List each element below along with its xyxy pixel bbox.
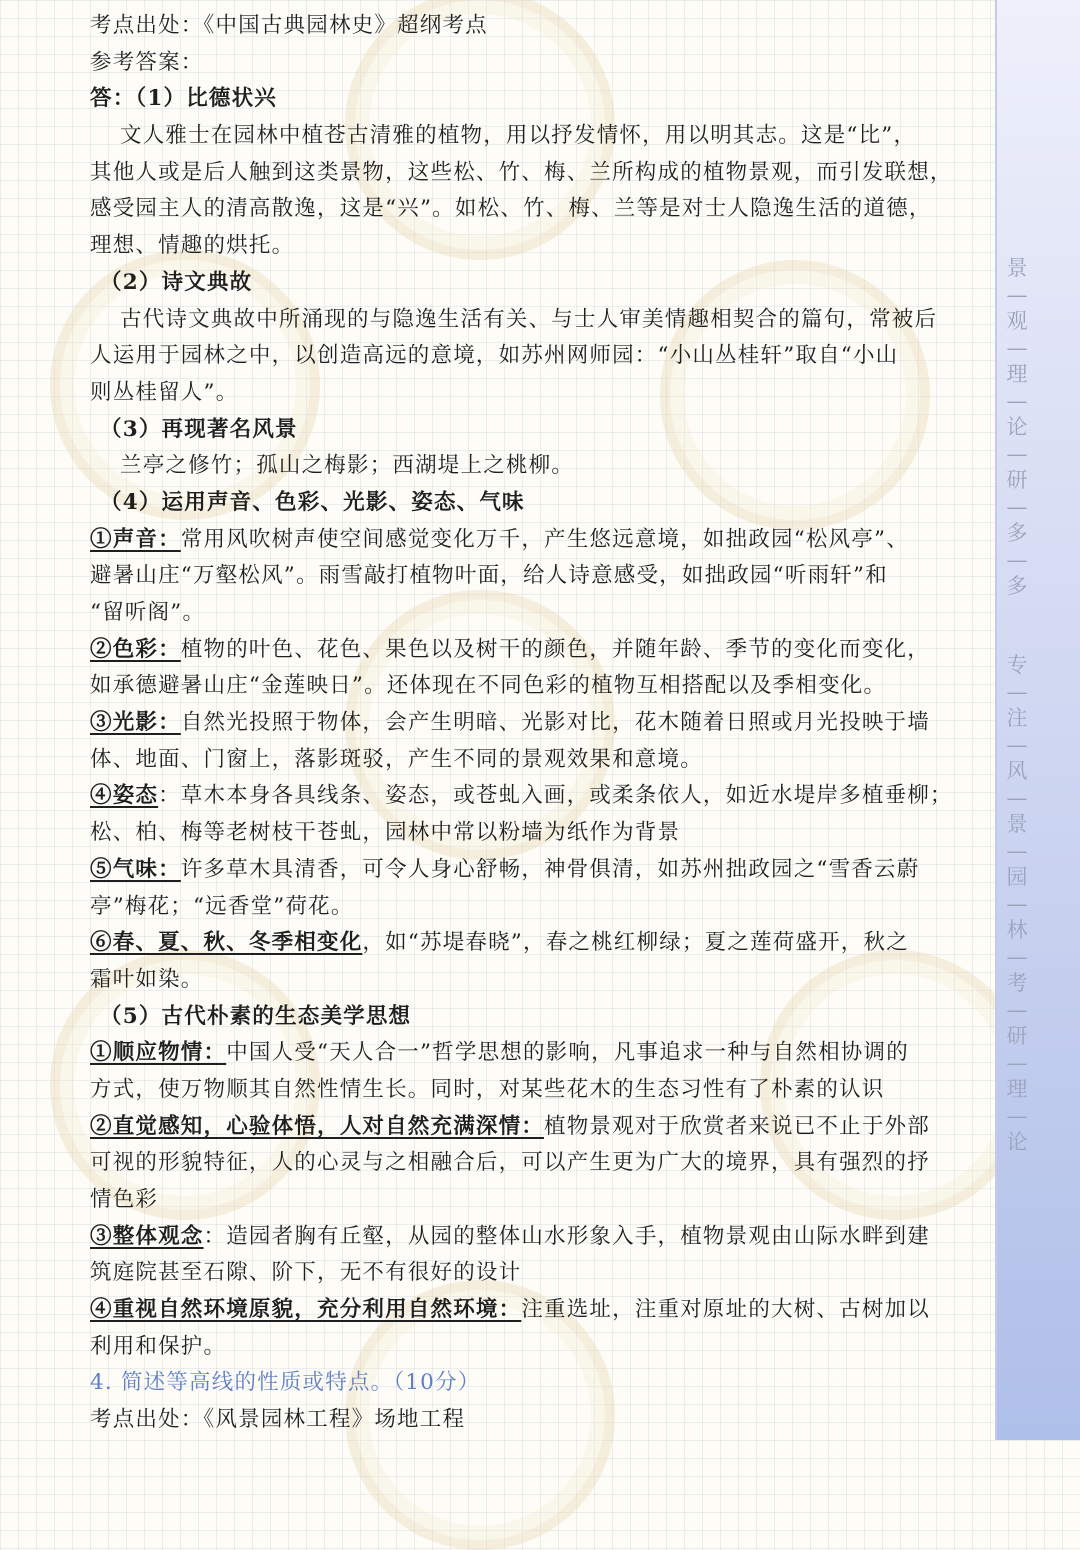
item-label: ③光影： [90, 710, 181, 736]
item-label: ①顺应物情： [90, 1040, 227, 1066]
item-continuation: 亭”梅花；“远香堂”荷花。 [90, 893, 354, 919]
section-1-line: 文人雅士在园林中植苍古清雅的植物，用以抒发情怀，用以明其志。这是“比”， [120, 123, 917, 149]
item-continuation: 筑庭院甚至石隙、阶下，无不有很好的设计 [90, 1260, 522, 1286]
item-label: ③整体观念 [90, 1223, 204, 1249]
item-text: 植物的叶色、花色、果色以及树干的颜色，并随年龄、季节的变化而变化， [180, 636, 930, 662]
sidebar-text-upper: 景 — 观 — 理 — 论 — 研 — 多 — 多 [1006, 256, 1028, 598]
item-label: ②直觉感知，心验体悟，人对自然充满深情： [90, 1113, 545, 1139]
item-text: 中国人受“天人合一”哲学思想的影响，凡事追求一种与自然相协调的 [226, 1040, 909, 1066]
sidebar-banner [995, 0, 1080, 1440]
item-text: 自然光投照于物体，会产生明暗、光影对比，花木随着日照或月光投映于墙 [180, 710, 930, 736]
section-2-line: 古代诗文典故中所涌现的与隐逸生活有关、与士人审美情趣相契合的篇句，常被后 [120, 306, 938, 332]
item-text: ，如“苏堤春晓”，春之桃红柳绿；夏之莲荷盛开，秋之 [362, 930, 909, 956]
item-continuation: 方式，使万物顺其自然性情生长。同时，对某些花木的生态习性有了朴素的认识 [90, 1076, 885, 1102]
sidebar-text-lower: 专 — 注 — 风 — 景 — 园 — 林 — 考 — 研 — 理 — 论 [1006, 653, 1028, 1154]
document-content [90, 8, 990, 1439]
item-continuation: 如承德避暑山庄“金莲映日”。还体现在不同色彩的植物互相搭配以及季相变化。 [90, 673, 887, 699]
item-follow [90, 1035, 990, 1072]
item-label: ④重视自然环境原貌，充分利用自然环境： [90, 1297, 522, 1323]
item-continuation: 体、地面、门窗上，落影斑驳，产生不同的景观效果和意境。 [90, 746, 703, 772]
item-smell [90, 852, 990, 889]
item-text: 常用风吹树声使空间感觉变化万千，产生悠远意境，如拙政园“松风亭”、 [180, 526, 909, 552]
item-whole [90, 1219, 990, 1256]
item-text: 许多草木具清香，可令人身心舒畅，神骨俱清，如苏州拙政园之“雪香云蔚 [180, 856, 920, 882]
section-1-line: 理想、情趣的烘托。 [90, 233, 295, 259]
item-label: ②色彩： [90, 636, 181, 662]
section-2-line: 则丛桂留人”。 [90, 379, 239, 405]
item-continuation: 避暑山庄“万壑松风”。雨雪敲打植物叶面，给人诗意感受，如拙政园“听雨轩”和 [90, 563, 888, 589]
source-line: 考点出处：《中国古典园林史》超纲考点 [90, 13, 488, 38]
item-continuation: 利用和保护。 [90, 1333, 227, 1359]
item-text: 注重选址，注重对原址的大树、古树加以 [521, 1297, 930, 1323]
next-question-title: 4. 简述等高线的性质或特点。（10分） [90, 1370, 481, 1396]
section-4-title: （4）运用声音、色彩、光影、姿态、气味 [100, 489, 525, 515]
item-label: ①声音： [90, 526, 181, 552]
section-5-title: （5）古代朴素的生态美学思想 [100, 1003, 412, 1029]
section-2-title: （2）诗文典故 [100, 269, 253, 295]
section-1-line: 其他人或是后人触到这类景物，这些松、竹、梅、兰所构成的植物景观，而引发联想， [90, 159, 953, 185]
item-label: ⑥春、夏、秋、冬季相变化 [90, 930, 363, 956]
section-1-title: 答：（1）比德状兴 [90, 86, 278, 112]
section-3-title: （3）再现著名风景 [100, 416, 298, 442]
next-question-source: 考点出处：《风景园林工程》场地工程 [90, 1407, 466, 1433]
item-environment [90, 1292, 990, 1329]
item-text: ：造园者胸有丘壑，从园的整体山水形象入手，植物景观由山际水畔到建 [203, 1223, 930, 1249]
item-continuation: 松、柏、梅等老树枝干苍虬，园林中常以粉墙为纸作为背景 [90, 820, 681, 846]
item-text: ：草木本身各具线条、姿态，或苍虬入画，或柔条依人，如近水堤岸多植垂柳； [158, 783, 953, 809]
item-posture [90, 778, 990, 815]
section-1-line: 感受园主人的清高散逸，这是“兴”。如松、竹、梅、兰等是对士人隐逸生活的道德， [90, 196, 932, 222]
item-label: ⑤气味： [90, 856, 181, 882]
item-continuation: 可视的形貌特征，人的心灵与之相融合后，可以产生更为广大的境界，具有强烈的抒 [90, 1150, 930, 1176]
item-label: ④姿态 [90, 783, 159, 809]
answer-label: 参考答案： [90, 49, 204, 75]
item-season [90, 925, 990, 962]
item-sound [90, 522, 990, 559]
item-continuation: “留听阁”。 [90, 600, 206, 625]
item-intuition [90, 1109, 990, 1146]
item-text: 植物景观对于欣赏者来说已不止于外部 [544, 1113, 930, 1139]
section-3-line: 兰亭之修竹；孤山之梅影；西湖堤上之桃柳。 [120, 453, 575, 479]
item-continuation: 霜叶如染。 [90, 966, 204, 992]
item-color [90, 632, 990, 669]
section-2-line: 人运用于园林之中，以创造高远的意境，如苏州网师园：“小山丛桂轩”取自“小山 [90, 343, 899, 369]
item-light [90, 705, 990, 742]
item-continuation: 情色彩 [90, 1187, 159, 1212]
